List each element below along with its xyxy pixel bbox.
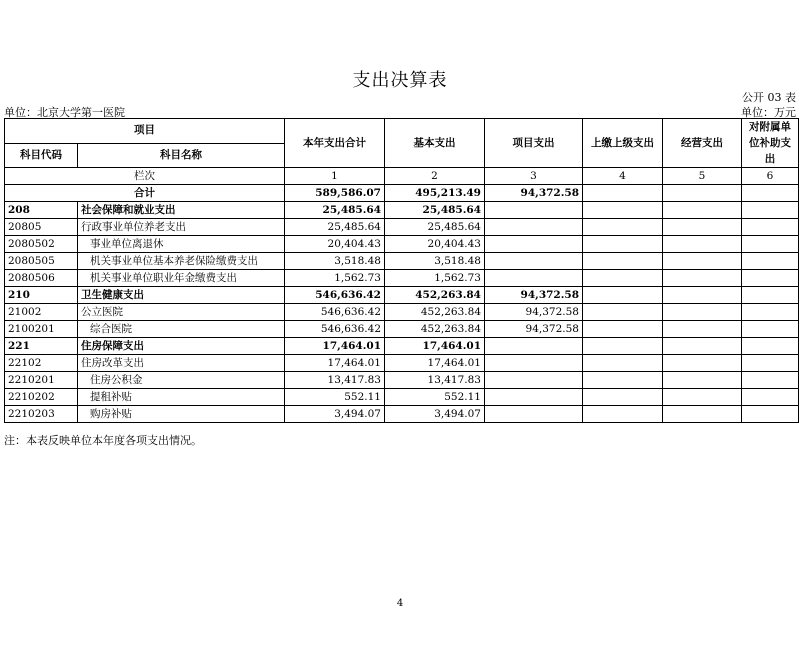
row-code: 221 xyxy=(5,338,78,355)
row-name: 事业单位离退休 xyxy=(78,236,285,253)
row-total: 546,636.42 xyxy=(285,321,385,338)
row-project: 94,372.58 xyxy=(485,287,583,304)
row-upper xyxy=(583,321,663,338)
header-upper: 上缴上级支出 xyxy=(583,119,663,168)
header-basic: 基本支出 xyxy=(385,119,485,168)
row-project xyxy=(485,270,583,287)
row-operating xyxy=(663,287,742,304)
row-subsidy xyxy=(742,236,799,253)
index-label: 栏次 xyxy=(5,168,285,185)
row-basic: 17,464.01 xyxy=(385,338,485,355)
row-project xyxy=(485,389,583,406)
row-total: 3,494.07 xyxy=(285,406,385,423)
row-upper xyxy=(583,202,663,219)
row-total: 25,485.64 xyxy=(285,219,385,236)
table-row xyxy=(5,304,799,321)
row-project xyxy=(485,372,583,389)
row-subsidy xyxy=(742,338,799,355)
row-total: 17,464.01 xyxy=(285,355,385,372)
table-number: 公开 03 表 xyxy=(742,91,796,104)
row-upper xyxy=(583,287,663,304)
row-total: 25,485.64 xyxy=(285,202,385,219)
row-total: 17,464.01 xyxy=(285,338,385,355)
index-4: 4 xyxy=(583,168,663,185)
row-name: 机关事业单位职业年金缴费支出 xyxy=(78,270,285,287)
row-project: 94,372.58 xyxy=(485,321,583,338)
row-basic: 3,494.07 xyxy=(385,406,485,423)
currency-unit: 单位：万元 xyxy=(741,106,796,119)
page-title: 支出决算表 xyxy=(352,70,448,91)
row-name: 机关事业单位基本养老保险缴费支出 xyxy=(78,253,285,270)
row-operating xyxy=(663,338,742,355)
row-code: 22102 xyxy=(5,355,78,372)
table-row xyxy=(5,372,799,389)
row-code: 2080506 xyxy=(5,270,78,287)
row-upper xyxy=(583,236,663,253)
index-row xyxy=(5,168,799,185)
header-subsidy-label: 对附属单位补助支出 xyxy=(749,121,791,165)
row-name: 行政事业单位养老支出 xyxy=(78,219,285,236)
table-row xyxy=(5,389,799,406)
row-total: 546,636.42 xyxy=(285,304,385,321)
row-basic: 552.11 xyxy=(385,389,485,406)
row-operating xyxy=(663,304,742,321)
row-project xyxy=(485,355,583,372)
row-basic: 20,404.43 xyxy=(385,236,485,253)
row-subsidy xyxy=(742,355,799,372)
index-5: 5 xyxy=(663,168,742,185)
row-upper xyxy=(583,304,663,321)
row-total: 552.11 xyxy=(285,389,385,406)
row-name: 提租补贴 xyxy=(78,389,285,406)
row-subsidy xyxy=(742,406,799,423)
row-upper xyxy=(583,338,663,355)
row-operating xyxy=(663,185,742,202)
row-upper xyxy=(583,270,663,287)
row-operating xyxy=(663,202,742,219)
table-row xyxy=(5,202,799,219)
index-2: 2 xyxy=(385,168,485,185)
row-subsidy xyxy=(742,372,799,389)
row-basic: 25,485.64 xyxy=(385,202,485,219)
row-project: 94,372.58 xyxy=(485,185,583,202)
row-operating xyxy=(663,372,742,389)
table-row xyxy=(5,355,799,372)
row-code: 2080502 xyxy=(5,236,78,253)
row-basic: 452,263.84 xyxy=(385,321,485,338)
row-name: 购房补贴 xyxy=(78,406,285,423)
header-name: 科目名称 xyxy=(78,143,285,168)
row-code: 2080505 xyxy=(5,253,78,270)
header-project: 项目支出 xyxy=(485,119,583,168)
row-upper xyxy=(583,372,663,389)
table-row xyxy=(5,236,799,253)
table-row xyxy=(5,321,799,338)
row-operating xyxy=(663,219,742,236)
row-subsidy xyxy=(742,304,799,321)
row-total: 546,636.42 xyxy=(285,287,385,304)
row-project xyxy=(485,202,583,219)
index-3: 3 xyxy=(485,168,583,185)
row-project xyxy=(485,253,583,270)
row-total: 589,586.07 xyxy=(285,185,385,202)
row-subsidy xyxy=(742,389,799,406)
row-total: 3,518.48 xyxy=(285,253,385,270)
row-basic: 3,518.48 xyxy=(385,253,485,270)
row-operating xyxy=(663,253,742,270)
row-total: 20,404.43 xyxy=(285,236,385,253)
row-name: 住房改革支出 xyxy=(78,355,285,372)
header-subsidy xyxy=(742,119,799,168)
row-basic: 495,213.49 xyxy=(385,185,485,202)
row-name: 住房保障支出 xyxy=(78,338,285,355)
row-project xyxy=(485,338,583,355)
table-row xyxy=(5,406,799,423)
row-operating xyxy=(663,236,742,253)
header-total: 本年支出合计 xyxy=(285,119,385,168)
index-1: 1 xyxy=(285,168,385,185)
row-subsidy xyxy=(742,202,799,219)
row-operating xyxy=(663,406,742,423)
row-subsidy xyxy=(742,185,799,202)
row-operating xyxy=(663,321,742,338)
row-code: 2100201 xyxy=(5,321,78,338)
row-code: 20805 xyxy=(5,219,78,236)
row-basic: 452,263.84 xyxy=(385,304,485,321)
project-group-header: 项目 xyxy=(5,119,285,144)
row-subsidy xyxy=(742,287,799,304)
row-upper xyxy=(583,406,663,423)
row-total: 1,562.73 xyxy=(285,270,385,287)
row-code: 208 xyxy=(5,202,78,219)
row-upper xyxy=(583,219,663,236)
row-code: 2210202 xyxy=(5,389,78,406)
table-row xyxy=(5,338,799,355)
row-project xyxy=(485,219,583,236)
row-basic: 452,263.84 xyxy=(385,287,485,304)
table-row xyxy=(5,219,799,236)
row-subsidy xyxy=(742,253,799,270)
row-total: 13,417.83 xyxy=(285,372,385,389)
row-code: 210 xyxy=(5,287,78,304)
row-upper xyxy=(583,253,663,270)
expenditure-table xyxy=(4,118,799,423)
row-name: 合计 xyxy=(5,185,285,202)
row-name: 卫生健康支出 xyxy=(78,287,285,304)
row-operating xyxy=(663,270,742,287)
row-code: 2210201 xyxy=(5,372,78,389)
footnote: 注：本表反映单位本年度各项支出情况。 xyxy=(4,434,202,447)
table-row xyxy=(5,253,799,270)
row-project xyxy=(485,236,583,253)
row-operating xyxy=(663,355,742,372)
header-operating: 经营支出 xyxy=(663,119,742,168)
row-subsidy xyxy=(742,219,799,236)
row-name: 综合医院 xyxy=(78,321,285,338)
row-upper xyxy=(583,185,663,202)
table-row xyxy=(5,287,799,304)
row-basic: 17,464.01 xyxy=(385,355,485,372)
row-subsidy xyxy=(742,270,799,287)
row-upper xyxy=(583,389,663,406)
row-name: 公立医院 xyxy=(78,304,285,321)
row-project: 94,372.58 xyxy=(485,304,583,321)
row-basic: 13,417.83 xyxy=(385,372,485,389)
row-basic: 25,485.64 xyxy=(385,219,485,236)
page-number: 4 xyxy=(396,598,404,609)
row-basic: 1,562.73 xyxy=(385,270,485,287)
index-6: 6 xyxy=(742,168,799,185)
table-row xyxy=(5,270,799,287)
row-name: 住房公积金 xyxy=(78,372,285,389)
row-code: 2210203 xyxy=(5,406,78,423)
row-project xyxy=(485,406,583,423)
row-upper xyxy=(583,355,663,372)
header-code: 科目代码 xyxy=(5,143,78,168)
table-row-total xyxy=(5,185,799,202)
row-operating xyxy=(663,389,742,406)
row-name: 社会保障和就业支出 xyxy=(78,202,285,219)
row-subsidy xyxy=(742,321,799,338)
row-code: 21002 xyxy=(5,304,78,321)
reporting-unit: 单位：北京大学第一医院 xyxy=(4,106,125,119)
